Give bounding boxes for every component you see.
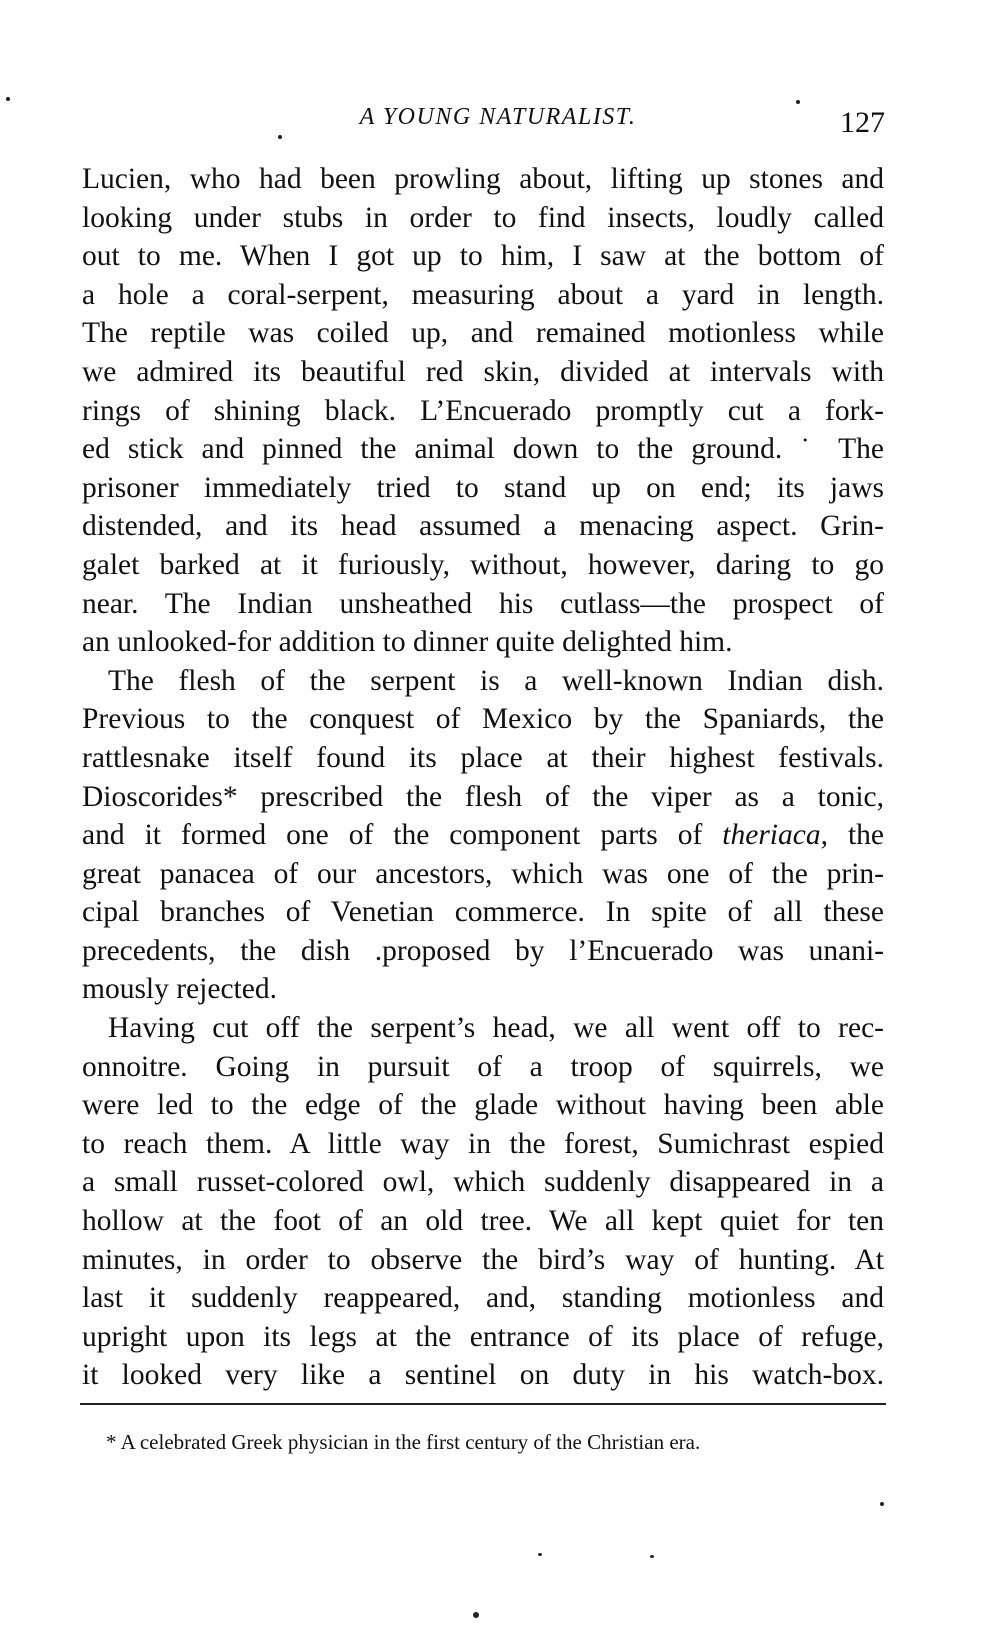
text-line: Dioscorides* prescribed the flesh of the viper as a tonic, bbox=[82, 780, 884, 813]
print-speck bbox=[473, 1612, 479, 1618]
print-speck bbox=[538, 1553, 542, 1556]
text-line-with-italic bbox=[82, 816, 884, 855]
text-line: last it suddenly reappeared, and, standing motionless and bbox=[82, 1282, 884, 1315]
text-line: precedents, the dish .proposed by l’Encuerado was unani- bbox=[82, 934, 884, 967]
text-line: minutes, in order to observe the bird’s way of hunting. At bbox=[82, 1243, 884, 1276]
print-speck bbox=[6, 97, 10, 101]
text-line: rings of shining black. L’Encuerado promptly cut a fork- bbox=[82, 394, 884, 427]
text-line: hollow at the foot of an old tree. We all kept quiet for ten bbox=[82, 1205, 884, 1238]
text-line: near. The Indian unsheathed his cutlass—the prospect of bbox=[82, 587, 884, 620]
body-text bbox=[82, 160, 884, 1395]
text-line: mously rejected. bbox=[82, 973, 277, 1006]
print-speck bbox=[880, 1502, 884, 1506]
text-line: a hole a coral-serpent, measuring about a yard in length. bbox=[82, 278, 884, 311]
text-line: The flesh of the serpent is a well-known Indian dish. bbox=[108, 664, 884, 697]
text-span: the bbox=[847, 819, 885, 852]
text-line: cipal branches of Venetian commerce. In spite of all these bbox=[82, 896, 884, 929]
italic-term: theriaca, bbox=[722, 819, 828, 852]
text-line: great panacea of our ancestors, which was one of the prin- bbox=[82, 857, 884, 890]
text-line: rattlesnake itself found its place at their highest festivals. bbox=[82, 741, 884, 774]
running-head bbox=[0, 104, 996, 144]
text-line: prisoner immediately tried to stand up on end; its jaws bbox=[82, 471, 884, 504]
text-line: distended, and its head assumed a menacing aspect. Grin- bbox=[82, 510, 884, 543]
text-line: galet barked at it furiously, without, however, daring to go bbox=[82, 548, 884, 581]
text-line: looking under stubs in order to find insects, loudly called bbox=[82, 201, 884, 234]
footnote: * A celebrated Greek physician in the first century of the Christian era. bbox=[106, 1430, 701, 1454]
text-line: out to me. When I got up to him, I saw at the bottom of bbox=[82, 240, 884, 273]
text-line: ed stick and pinned the animal down to the ground. ˙ The bbox=[82, 433, 884, 466]
text-line: The reptile was coiled up, and remained motionless while bbox=[82, 317, 884, 350]
text-line: onnoitre. Going in pursuit of a troop of squirrels, we bbox=[82, 1050, 884, 1083]
text-line: Lucien, who had been prowling about, lifting up stones and bbox=[82, 163, 884, 195]
text-span: and it formed one of the component parts of bbox=[82, 819, 703, 852]
print-speck bbox=[278, 135, 282, 139]
text-line: an unlooked-for addition to dinner quite delighted him. bbox=[82, 626, 733, 659]
running-title: A YOUNG NATURALIST. bbox=[359, 104, 637, 130]
text-line: it looked very like a sentinel on duty in his watch-box. bbox=[82, 1359, 884, 1392]
text-line: Having cut off the serpent’s head, we all went off to rec- bbox=[108, 1012, 884, 1045]
text-line: we admired its beautiful red skin, divided at intervals with bbox=[82, 355, 884, 388]
footnote-rule bbox=[80, 1403, 886, 1405]
print-speck bbox=[796, 100, 800, 104]
text-line: Previous to the conquest of Mexico by the Spaniards, the bbox=[82, 703, 884, 736]
text-line: were led to the edge of the glade without having been able bbox=[82, 1089, 884, 1122]
text-line: a small russet-colored owl, which suddenly disappeared in a bbox=[82, 1166, 884, 1199]
text-line: upright upon its legs at the entrance of its place of refuge, bbox=[82, 1320, 884, 1353]
text-line: to reach them. A little way in the forest, Sumichrast espied bbox=[82, 1127, 884, 1160]
page-number: 127 bbox=[840, 106, 885, 139]
print-speck bbox=[650, 1555, 654, 1558]
